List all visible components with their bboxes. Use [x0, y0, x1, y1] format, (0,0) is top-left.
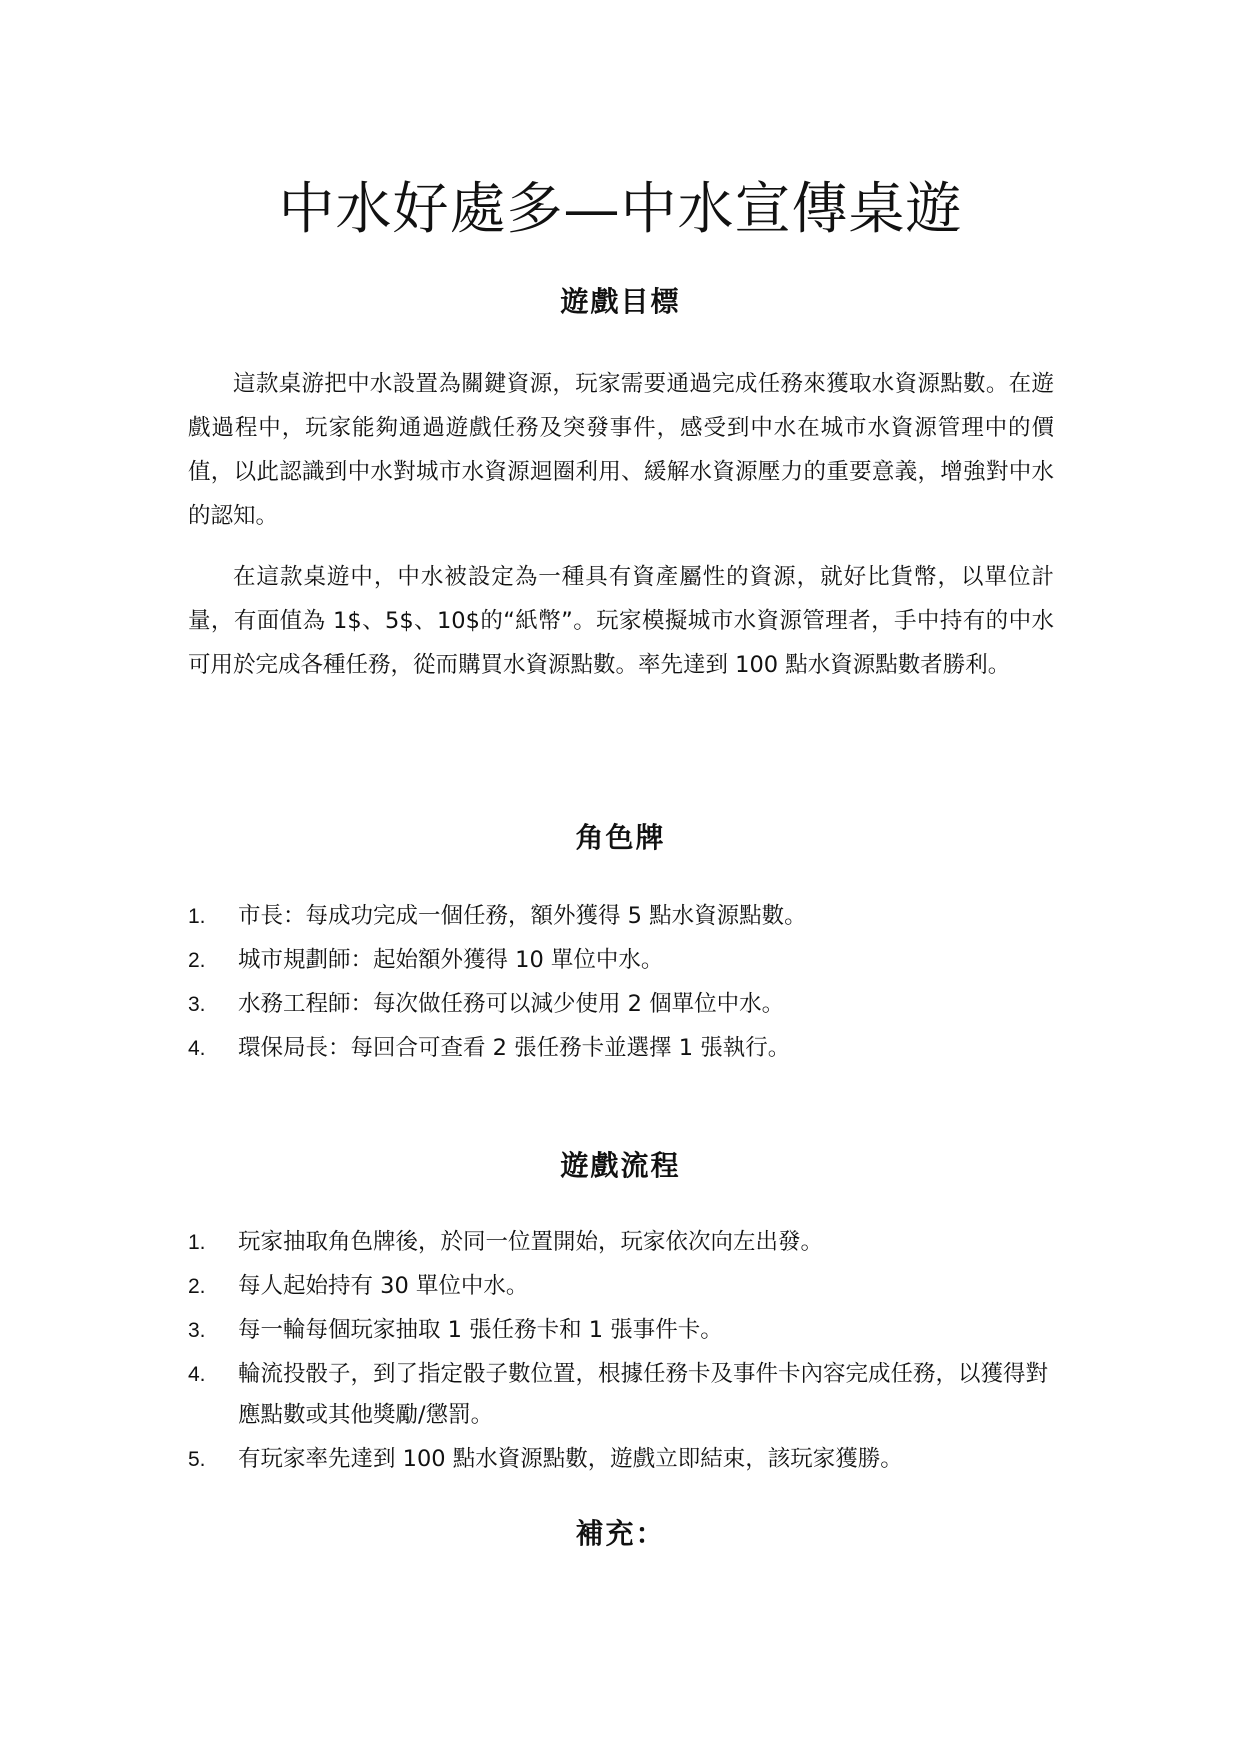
list-text: 市長：每成功完成一個任務，額外獲得 5 點水資源點數。 [238, 903, 807, 929]
flow-list [188, 1222, 1058, 1483]
list-number: 1. [188, 1231, 206, 1254]
list-item [188, 1222, 1058, 1263]
heading-goal: 遊戲目標 [560, 285, 681, 318]
list-text: 每一輪每個玩家抽取 1 張任務卡和 1 張事件卡。 [238, 1317, 723, 1343]
list-item [188, 1266, 1058, 1307]
list-number: 2. [188, 949, 206, 972]
heading-flow: 遊戲流程 [560, 1149, 681, 1182]
roles-list [188, 896, 1058, 1072]
list-text: 城市規劃師：起始額外獲得 10 單位中水。 [238, 947, 664, 973]
goal-paragraph-1: 這款桌游把中水設置為關鍵資源，玩家需要通過完成任務來獲取水資源點數。在遊戲過程中，玩家能夠通過遊戲任務及突發事件，感受到中水在城市水資源管理中的價值，以此認識到中水對城市水資源迴圈利用、緩解水資源壓力的重要意義，增強對中水的認知。 [188, 371, 1054, 529]
list-number: 4. [188, 1037, 206, 1060]
list-text: 環保局長：每回合可查看 2 張任務卡並選擇 1 張執行。 [238, 1035, 791, 1061]
list-number: 4. [188, 1363, 206, 1386]
list-item [188, 896, 1058, 937]
list-number: 1. [188, 905, 206, 928]
list-text: 玩家抽取角色牌後，於同一位置開始，玩家依次向左出發。 [238, 1229, 824, 1255]
list-text: 水務工程師：每次做任務可以減少使用 2 個單位中水。 [238, 991, 785, 1017]
list-number: 2. [188, 1275, 206, 1298]
list-item [188, 1354, 1058, 1436]
list-item [188, 1028, 1058, 1069]
list-text: 有玩家率先達到 100 點水資源點數，遊戲立即結束，該玩家獲勝。 [238, 1446, 903, 1472]
heading-roles: 角色牌 [575, 821, 666, 854]
list-number: 5. [188, 1448, 206, 1471]
list-item [188, 984, 1058, 1025]
list-item [188, 1310, 1058, 1351]
list-item [188, 1439, 1058, 1480]
list-text: 輪流投骰子，到了指定骰子數位置，根據任務卡及事件卡內容完成任務，以獲得對應點數或其他獎勵/懲罰。 [238, 1361, 1049, 1428]
goal-paragraph-2: 在這款桌遊中，中水被設定為一種具有資產屬性的資源，就好比貨幣，以單位計量，有面值為 1$、5$、10$的“紙幣”。玩家模擬城市水資源管理者，手中持有的中水可用於完成各種任務，從而購買水資源點數。率先達到 100 點水資源點數者勝利。 [188, 564, 1054, 678]
list-number: 3. [188, 993, 206, 1016]
document-title: 中水好處多—中水宣傳桌遊 [278, 177, 963, 242]
list-text: 每人起始持有 30 單位中水。 [238, 1273, 529, 1299]
list-number: 3. [188, 1319, 206, 1342]
list-item [188, 940, 1058, 981]
heading-supplement: 補充： [575, 1517, 666, 1550]
